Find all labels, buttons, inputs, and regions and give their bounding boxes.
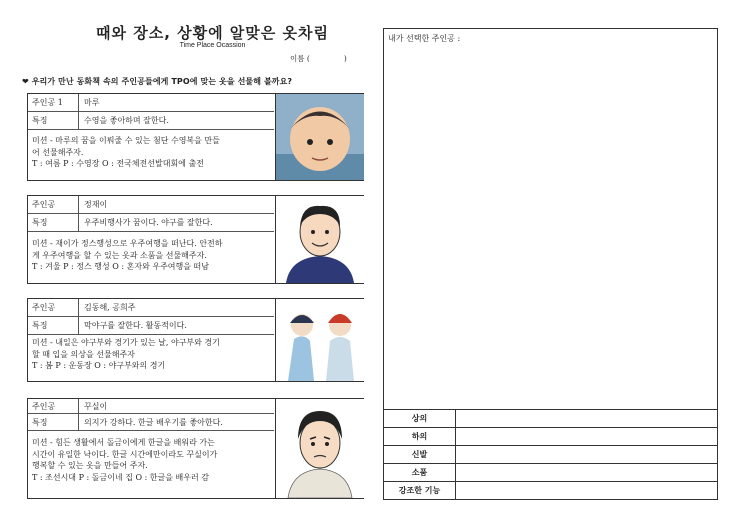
trait-value: 우주비행사가 꿈이다. 야구를 잘한다. [84, 218, 213, 227]
hero-row [28, 196, 274, 214]
mission-text: 미션 - 힘든 생활에서 돌금이에게 한글을 배워라 가는 시간이 유일한 낙이다. 한글 시간에만이라도 꾸실이가 행복할 수 있는 옷을 만들어 주자. T : 조선시대 P : 돌금이네 집 O : 한글을 배우러 감 [32, 438, 218, 482]
trait-row [28, 112, 274, 130]
trait-row [28, 214, 274, 232]
design-worksheet [383, 28, 718, 500]
name-field [290, 53, 347, 64]
mission-text: 미션 - 내일은 야구부와 경기가 있는 날, 야구부와 경기 할 때 입을 의상을 선물해주자 T : 봄 P : 운동장 O : 야구부와의 경기 [32, 338, 220, 370]
answer-cell-top[interactable] [456, 410, 718, 428]
mission-text: 미션 - 마루의 꿈을 이뤄줄 수 있는 첨단 수영복을 만들 어 선물해주자. T : 여름 P : 수영장 O : 전국체전선발대회에 출전 [32, 136, 220, 168]
answer-cell-function[interactable] [456, 482, 718, 500]
trait-label: 특징 [32, 418, 48, 427]
hero-name: 마루 [84, 98, 100, 107]
table-row [384, 482, 717, 500]
hero-row [28, 94, 274, 112]
hero-name: 김동해, 공희주 [84, 303, 136, 312]
hero-illustration [275, 299, 364, 381]
trait-label: 특징 [32, 218, 48, 227]
hero-card-2 [27, 195, 364, 284]
answer-cell-props[interactable] [456, 464, 718, 482]
name-label: 이름 ( [290, 54, 310, 63]
page-subtitle: Time Place Ocassion [179, 42, 246, 49]
hero-card-3 [27, 298, 364, 382]
hero-label: 주인공 1 [32, 98, 63, 107]
name-close: ) [343, 54, 347, 63]
table-row [384, 464, 717, 482]
table-row [384, 446, 717, 464]
trait-label: 특징 [32, 116, 48, 125]
row-label-props: 소품 [384, 464, 456, 482]
hero-name: 정재이 [84, 200, 108, 209]
trait-label: 특징 [32, 321, 48, 330]
row-label-function: 강조한 기능 [384, 482, 456, 500]
hero-label: 주인공 [32, 402, 56, 411]
trait-row [28, 317, 274, 335]
answer-cell-bottom[interactable] [456, 428, 718, 446]
answer-cell-shoes[interactable] [456, 446, 718, 464]
table-row [384, 410, 717, 428]
hero-illustration [275, 196, 364, 283]
row-label-shoes: 신발 [384, 446, 456, 464]
trait-value: 막야구를 잘한다. 활동적이다. [84, 321, 187, 330]
mission-text: 미션 - 재이가 정스행성으로 우주여행을 떠난다. 안전하 게 우주여행을 할 수 있는 옷과 소품을 선물해주자. T : 겨울 P : 정스 행성 O : 혼자와 우주여행을 떠남 [32, 239, 223, 271]
hero-label: 주인공 [32, 303, 56, 312]
hero-card-4 [27, 398, 364, 499]
hero-label: 주인공 [32, 200, 56, 209]
hero-illustration [275, 94, 364, 180]
trait-value: 수영을 좋아하며 잘한다. [84, 116, 169, 125]
page-title: 때와 장소, 상황에 알맞은 옷차림 [96, 24, 329, 42]
row-label-top: 상의 [384, 410, 456, 428]
hero-row [28, 299, 274, 317]
hero-card-1 [27, 93, 364, 181]
selected-hero-label: 내가 선택한 주인공 : [388, 34, 461, 43]
table-row [384, 428, 717, 446]
outfit-table [384, 409, 717, 499]
hero-name: 꾸실이 [84, 402, 108, 411]
hero-row [28, 399, 274, 414]
trait-row [28, 414, 274, 431]
row-label-bottom: 하의 [384, 428, 456, 446]
trait-value: 의지가 강하다. 한글 배우기를 좋아한다. [84, 418, 223, 427]
hero-illustration [275, 399, 364, 498]
instruction-question: ❤ 우리가 만난 동화책 속의 주인공들에게 TPO에 맞는 옷을 선물해 볼까요? [22, 77, 293, 86]
